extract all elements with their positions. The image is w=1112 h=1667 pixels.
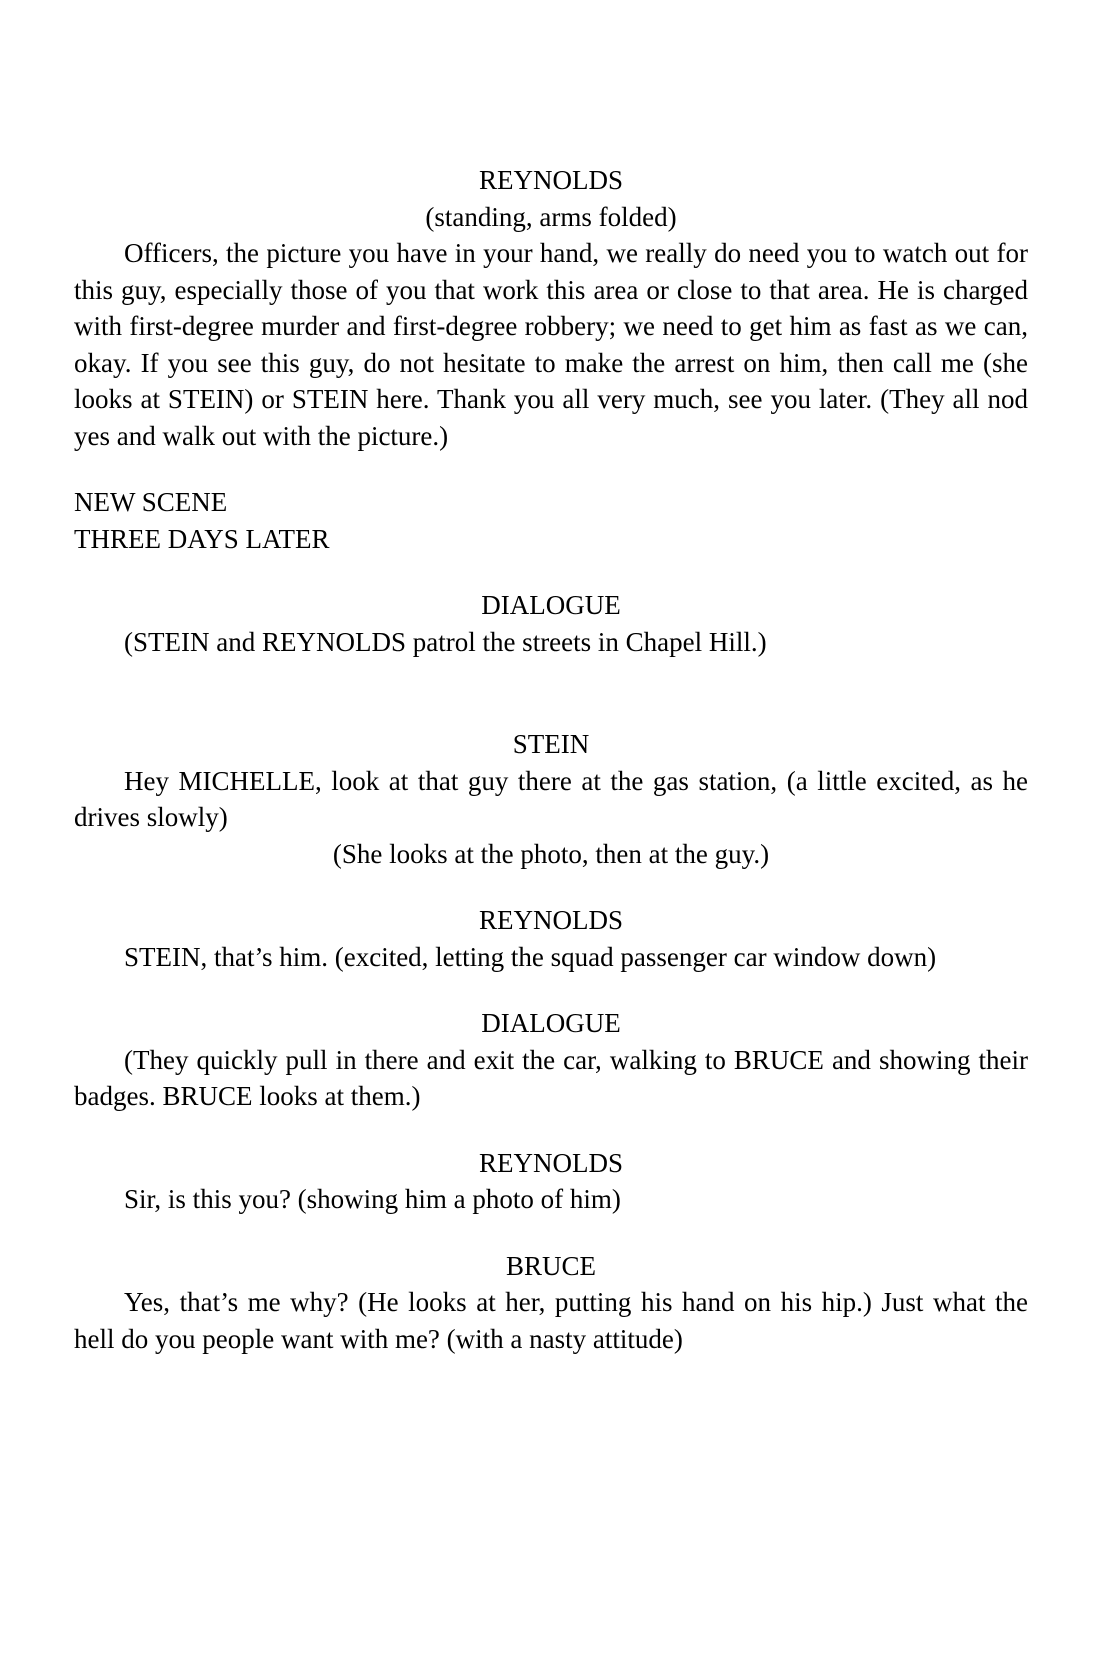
page-content xyxy=(74,162,1028,1357)
spacer xyxy=(74,1115,1028,1145)
character-name: REYNOLDS xyxy=(478,905,623,935)
spacer xyxy=(74,975,1028,1005)
scene-time: THREE DAYS LATER xyxy=(74,523,330,554)
dialogue-text: STEIN, that’s him. (excited, letting the squad passenger car window down) xyxy=(124,941,937,972)
stage-direction: (standing, arms folded) xyxy=(425,201,677,232)
character-name: BRUCE xyxy=(505,1250,597,1281)
character-name: STEIN xyxy=(512,729,590,759)
scene-heading: NEW SCENE xyxy=(74,487,228,517)
character-name: REYNOLDS xyxy=(478,165,623,195)
action-text: (STEIN and REYNOLDS patrol the streets in Chapel Hill.) xyxy=(124,626,767,657)
spacer xyxy=(74,1218,1028,1248)
character-name: REYNOLDS xyxy=(478,1147,623,1178)
character-name: DIALOGUE xyxy=(481,1008,621,1038)
dialogue-text: Sir, is this you? (showing him a photo of him) xyxy=(124,1184,621,1214)
spacer xyxy=(74,660,1028,726)
dialogue-text: Hey MICHELLE, look at that guy there at the gas station, (a little excited, as he drives slowly) xyxy=(74,765,1028,832)
spacer xyxy=(74,872,1028,902)
dialogue-text: Officers, the picture you have in your hand, we really do need you to watch out for this guy, especially those of you that work this area or close to that area. He is charged with first-degree murder and first-degree robbery; we need to get him as fast as we can, okay. If you see this guy, do not hesitate to make the arrest on him, then call me (she looks at STEIN) or STEIN here. Thank you all very much, see you later. (They all nod yes and walk out with the picture.) xyxy=(74,238,1028,451)
dialogue-text: Yes, that’s me why? (He looks at her, putting his hand on his hip.) Just what the hell do you people want with me? (with a nasty attitude) xyxy=(74,1287,1028,1354)
stage-direction: (She looks at the photo, then at the guy.) xyxy=(332,838,770,869)
spacer xyxy=(74,454,1028,484)
character-name: DIALOGUE xyxy=(481,590,621,620)
spacer xyxy=(74,557,1028,587)
action-text: (They quickly pull in there and exit the car, walking to BRUCE and showing their badges. BRUCE looks at them.) xyxy=(74,1044,1028,1111)
